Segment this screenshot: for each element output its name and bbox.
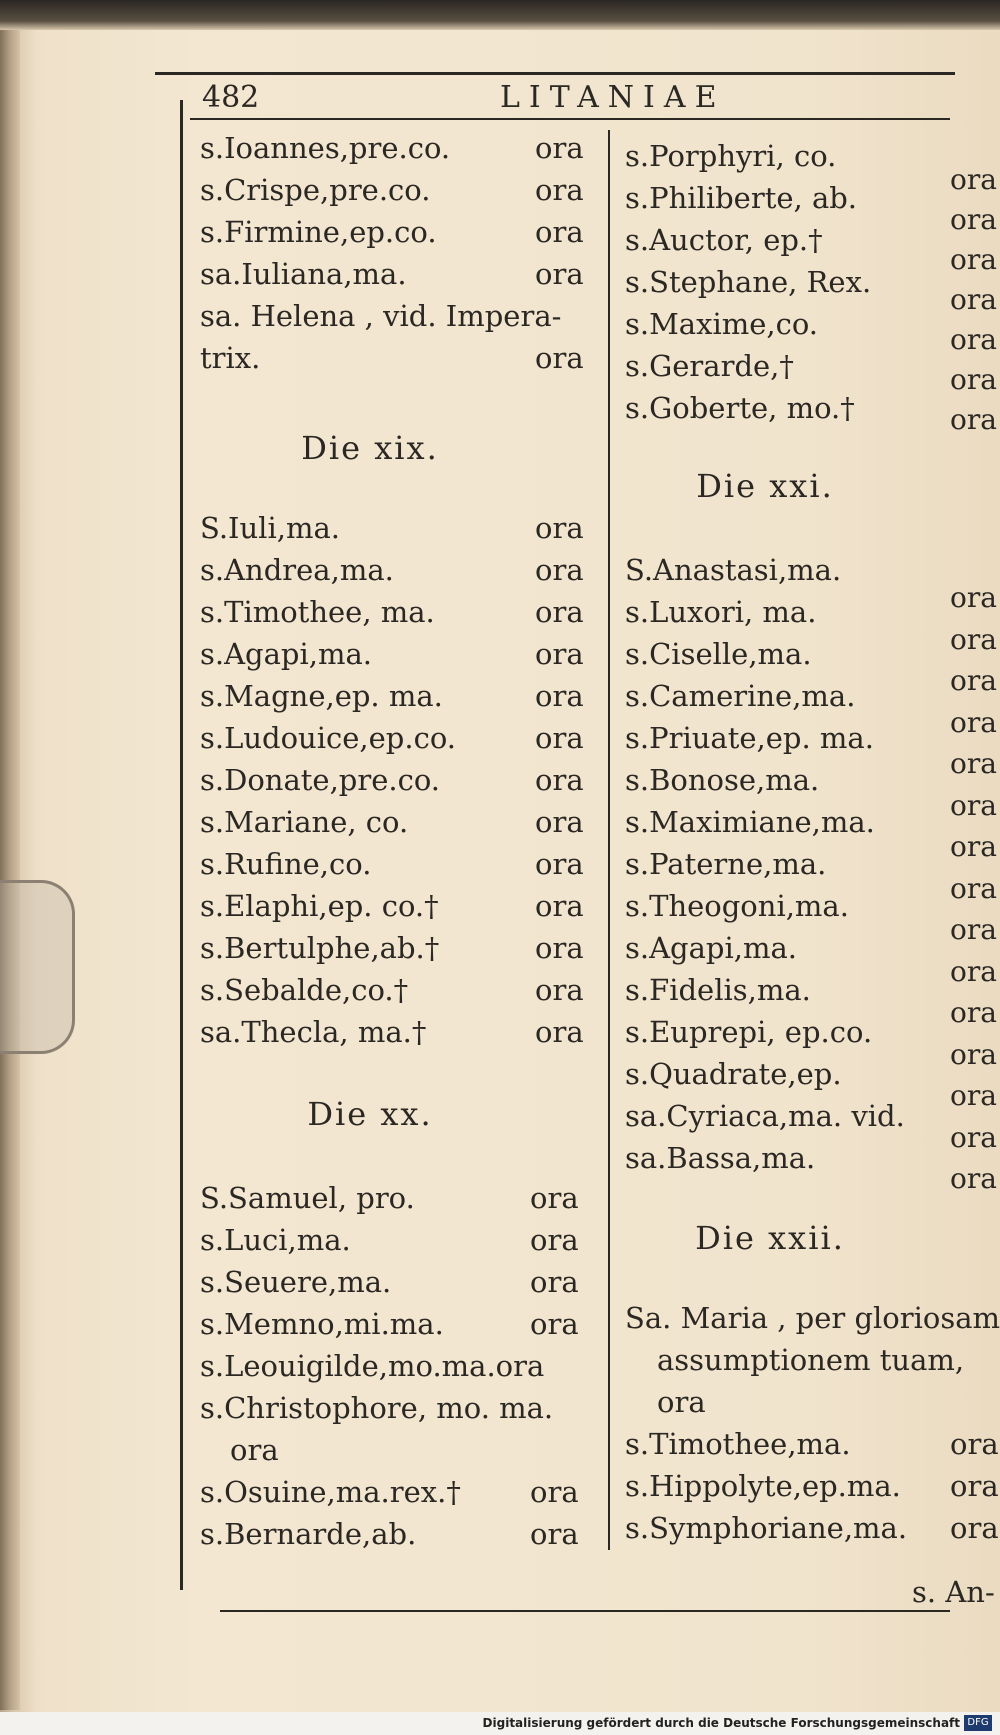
saint-invocation: s.Donate,pre.co. — [200, 763, 441, 797]
header-rule — [155, 72, 955, 75]
ora-response: ora — [950, 788, 997, 822]
ora-response: ora — [950, 1120, 997, 1154]
saint-invocation: s.Quadrate,ep. — [625, 1057, 842, 1091]
saint-invocation: ora — [230, 1433, 279, 1467]
ora-response: ora — [950, 871, 997, 905]
ora-response: ora — [535, 553, 584, 587]
catchword: s. An- — [912, 1575, 995, 1609]
ora-response: ora — [535, 637, 584, 671]
dfg-logo: DFG — [964, 1715, 992, 1731]
ora-response: ora — [950, 913, 997, 946]
bottom-rule — [220, 1610, 950, 1612]
ora-response: ora — [950, 996, 997, 1029]
day-heading: Die xix. — [301, 429, 439, 467]
footer-credit: Digitalisierung gefördert durch die Deutsche Forschungsgemeinschaft — [482, 1716, 960, 1730]
ora-response: ora — [535, 595, 584, 629]
ora-response: ora — [950, 1162, 997, 1195]
saint-invocation: s.Magne,ep. ma. — [200, 679, 443, 713]
saint-invocation: s.Bonose,ma. — [625, 763, 820, 797]
saint-invocation: s.Agapi,ma. — [200, 637, 372, 671]
saint-invocation: s.Porphyri, co. — [625, 139, 837, 173]
saint-invocation: s.Agapi,ma. — [625, 931, 797, 965]
ora-response: ora — [950, 323, 997, 356]
ora-response: ora — [535, 721, 584, 755]
saint-invocation: s.Crispe,pre.co. — [200, 173, 431, 207]
ora-response: ora — [530, 1517, 579, 1551]
ora-response: ora — [530, 1475, 579, 1509]
ora-response: ora — [950, 403, 997, 436]
saint-invocation: s.Priuate,ep. ma. — [625, 721, 874, 755]
saint-invocation: s.Hippolyte,ep.ma. — [625, 1469, 901, 1503]
page-stack-edge — [0, 30, 20, 1710]
saint-invocation: Sa. Maria , per gloriosam — [625, 1301, 1000, 1335]
saint-invocation: s.Ioannes,pre.co. — [200, 131, 451, 165]
ora-response: ora — [535, 679, 584, 713]
saint-invocation: s.Christophore, mo. ma. — [200, 1391, 554, 1425]
ora-response: ora — [535, 173, 584, 207]
saint-invocation: s.Camerine,ma. — [625, 679, 856, 713]
saint-invocation: s.Bertulphe,ab.† — [200, 931, 440, 965]
saint-invocation: assumptionem tuam, — [657, 1343, 965, 1377]
day-heading: Die xxii. — [695, 1219, 845, 1257]
ora-response: ora — [535, 973, 584, 1007]
saint-invocation: s.Goberte, mo.† — [625, 391, 855, 425]
ora-response: ora — [535, 847, 584, 881]
ora-response: ora — [950, 163, 997, 196]
day-heading: Die xxi. — [696, 467, 834, 505]
saint-invocation: S.Samuel, pro. — [200, 1181, 415, 1215]
saint-invocation: ora — [657, 1385, 706, 1419]
ora-response: ora — [530, 1181, 579, 1215]
saint-invocation: trix. — [200, 341, 261, 375]
saint-invocation: s.Philiberte, ab. — [625, 181, 858, 215]
ora-response: ora — [950, 581, 997, 614]
saint-invocation: s.Seuere,ma. — [200, 1265, 392, 1299]
saint-invocation: s.Sebalde,co.† — [200, 973, 409, 1007]
left-column-rule — [180, 100, 183, 1590]
ora-response: ora — [950, 830, 997, 863]
ora-response: ora — [950, 954, 997, 988]
ora-response: ora — [950, 203, 997, 236]
saint-invocation: s.Andrea,ma. — [200, 553, 394, 587]
saint-invocation: s.Osuine,ma.rex.† — [200, 1475, 461, 1509]
ora-response: ora — [535, 215, 584, 249]
ora-response: ora — [535, 763, 584, 797]
running-title: LITANIAE — [500, 80, 726, 115]
day-heading: Die xx. — [307, 1095, 433, 1133]
book-clip — [0, 880, 75, 1054]
saint-invocation: s.Stephane, Rex. — [625, 265, 872, 299]
saint-invocation: s.Luxori, ma. — [625, 595, 817, 629]
footer-bar — [0, 1712, 1000, 1735]
ora-response: ora — [950, 1037, 997, 1071]
ora-response: ora — [535, 1015, 584, 1049]
saint-invocation: s.Theogoni,ma. — [625, 889, 849, 923]
ora-response: ora — [530, 1223, 579, 1257]
saint-invocation: s.Luci,ma. — [200, 1223, 351, 1257]
saint-invocation: sa.Cyriaca,ma. vid. — [625, 1099, 905, 1133]
ora-response: ora — [950, 363, 997, 396]
saint-invocation: s.Ciselle,ma. — [625, 637, 812, 671]
ora-response: ora — [950, 622, 997, 656]
ora-response: ora — [950, 747, 997, 780]
ora-response: ora — [950, 1511, 999, 1545]
header-underline — [190, 118, 950, 120]
saint-invocation: s.Leouigilde,mo.ma.ora — [200, 1349, 545, 1383]
saint-invocation: s.Maximiane,ma. — [625, 805, 875, 839]
page-number: 482 — [202, 80, 260, 115]
ora-response: ora — [535, 931, 584, 965]
ora-response: ora — [950, 243, 997, 276]
scan-top-edge — [0, 0, 1000, 30]
center-column-rule — [608, 130, 610, 1550]
saint-invocation: s.Ludouice,ep.co. — [200, 721, 456, 755]
saint-invocation: s.Mariane, co. — [200, 805, 409, 839]
saint-invocation: s.Gerarde,† — [625, 349, 794, 383]
ora-response: ora — [950, 1469, 999, 1503]
saint-invocation: S.Anastasi,ma. — [625, 553, 842, 587]
saint-invocation: sa. Helena , vid. Impera- — [200, 299, 562, 333]
ora-response: ora — [535, 805, 584, 839]
ora-response: ora — [950, 1427, 999, 1461]
saint-invocation: s.Bernarde,ab. — [200, 1517, 417, 1551]
saint-invocation: s.Firmine,ep.co. — [200, 215, 437, 249]
ora-response: ora — [950, 283, 997, 316]
saint-invocation: sa.Iuliana,ma. — [200, 257, 407, 291]
saint-invocation: s.Maxime,co. — [625, 307, 819, 341]
saint-invocation: sa.Thecla, ma.† — [200, 1015, 427, 1049]
saint-invocation: s.Euprepi, ep.co. — [625, 1015, 873, 1049]
saint-invocation: s.Symphoriane,ma. — [625, 1511, 908, 1545]
ora-response: ora — [535, 511, 584, 545]
saint-invocation: s.Rufine,co. — [200, 847, 372, 881]
saint-invocation: s.Timothee, ma. — [200, 595, 435, 629]
saint-invocation: sa.Bassa,ma. — [625, 1141, 816, 1175]
saint-invocation: s.Paterne,ma. — [625, 847, 827, 881]
saint-invocation: s.Timothee,ma. — [625, 1427, 851, 1461]
ora-response: ora — [530, 1265, 579, 1299]
saint-invocation: S.Iuli,ma. — [200, 511, 340, 545]
saint-invocation: s.Auctor, ep.† — [625, 223, 823, 257]
ora-response: ora — [535, 257, 584, 291]
ora-response: ora — [530, 1307, 579, 1341]
ora-response: ora — [535, 131, 584, 165]
ora-response: ora — [535, 341, 584, 375]
saint-invocation: s.Elaphi,ep. co.† — [200, 889, 439, 923]
saint-invocation: s.Fidelis,ma. — [625, 973, 811, 1007]
ora-response: ora — [950, 1079, 997, 1112]
ora-response: ora — [950, 664, 997, 697]
ora-response: ora — [535, 889, 584, 923]
ora-response: ora — [950, 705, 997, 739]
saint-invocation: s.Memno,mi.ma. — [200, 1307, 444, 1341]
